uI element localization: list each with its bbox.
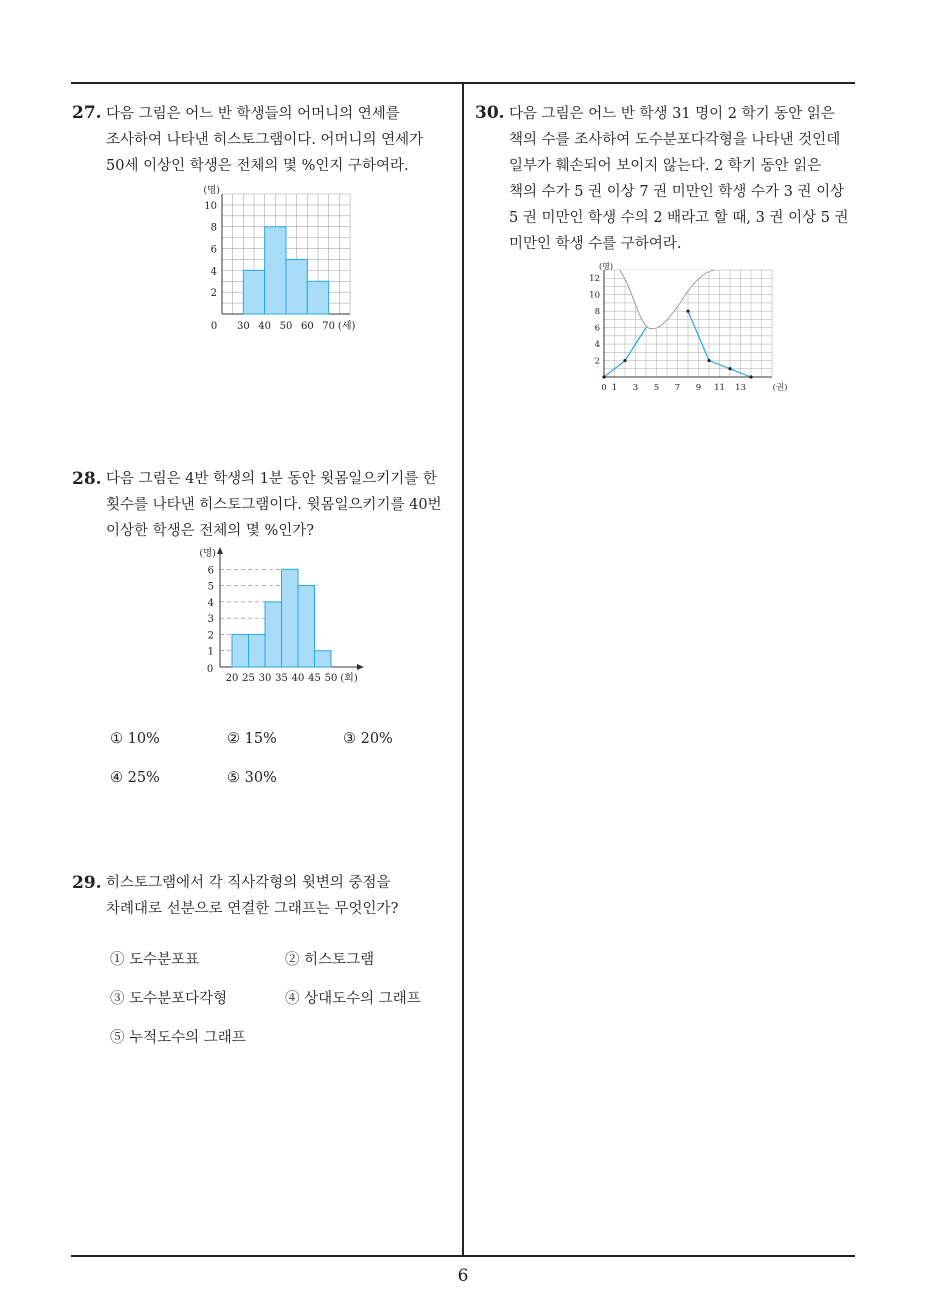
origin-label: 0 — [206, 664, 214, 675]
x-tick-label: 45 — [308, 673, 321, 684]
histogram-bar — [249, 634, 266, 667]
origin-label: 0 — [210, 321, 218, 332]
histogram-bar — [315, 651, 332, 667]
q27-histogram — [190, 182, 380, 337]
q29-choice-5[interactable]: ⑤ 누적도수의 그래프 — [110, 1030, 246, 1046]
x-tick-label: 20 — [225, 673, 239, 684]
y-unit-label: (명) — [199, 548, 216, 559]
y-tick-label: 4 — [210, 266, 217, 278]
y-unit-label: (명) — [599, 262, 613, 271]
x-tick-label: 7 — [674, 383, 681, 393]
q28-line-3: 이상한 학생은 전체의 몇 %인가? — [106, 523, 315, 539]
histogram-bar — [265, 227, 286, 314]
data-point — [602, 375, 605, 378]
x-tick-label: 60 — [300, 321, 314, 332]
bottom-rule — [71, 1255, 855, 1257]
x-axis-arrow — [357, 664, 364, 670]
q30-number: 30. — [475, 103, 505, 123]
data-point — [707, 359, 710, 362]
q30-line-1: 다음 그림은 어느 반 학생 31 명이 2 학기 동안 읽은 — [509, 106, 835, 122]
data-point — [623, 359, 626, 362]
y-tick-label: 12 — [589, 274, 600, 285]
x-unit-label: (권) — [772, 383, 788, 393]
y-tick-label: 6 — [207, 565, 214, 577]
x-tick-label: 50 — [279, 321, 293, 332]
x-tick-label: 9 — [695, 383, 702, 393]
data-point — [686, 310, 689, 313]
q28-text — [106, 466, 442, 544]
histogram-bar — [298, 586, 315, 667]
x-tick-label: 25 — [242, 673, 255, 684]
q27-number: 27. — [72, 103, 102, 123]
y-tick-label: 2 — [207, 630, 214, 642]
q28-choice-1[interactable]: ① 10% — [110, 731, 160, 747]
q28-choice-4[interactable]: ④ 25% — [110, 770, 160, 786]
y-tick-label: 1 — [207, 646, 214, 658]
y-tick-label: 6 — [210, 244, 217, 256]
y-tick-label: 5 — [207, 581, 214, 593]
histogram-bar — [307, 281, 328, 314]
q29-choice-4[interactable]: ④ 상대도수의 그래프 — [285, 991, 421, 1007]
origin-label: 0 — [601, 383, 607, 393]
y-tick-label: 10 — [204, 200, 217, 212]
data-point — [749, 375, 752, 378]
q28-line-1: 다음 그림은 4반 학생의 1분 동안 윗몸일으키기를 한 — [106, 471, 437, 487]
q27-text — [106, 101, 423, 179]
y-tick-label: 3 — [207, 614, 214, 626]
x-tick-label: 13 — [735, 383, 746, 393]
q29-text — [106, 870, 398, 922]
y-axis-arrow — [217, 547, 223, 554]
q28-choice-2[interactable]: ② 15% — [227, 731, 277, 747]
q28-number: 28. — [72, 469, 102, 489]
y-tick-label: 2 — [594, 356, 600, 367]
data-point — [728, 367, 731, 370]
q28-histogram — [190, 545, 380, 690]
y-tick-label: 4 — [207, 597, 214, 609]
q28-line-2: 횟수를 나타낸 히스토그램이다. 윗몸일으키기를 40번 — [106, 497, 442, 513]
q30-line-4: 책의 수가 5 권 이상 7 권 미만인 학생 수가 3 권 이상 — [509, 184, 845, 200]
x-tick-label: 40 — [258, 321, 272, 332]
x-tick-label: 70 — [322, 321, 336, 332]
q29-line-1: 히스토그램에서 각 직사각형의 윗변의 중점을 — [106, 875, 391, 891]
y-tick-label: 6 — [594, 323, 600, 334]
y-tick-label: 8 — [210, 222, 217, 234]
x-tick-label: 3 — [632, 383, 639, 393]
y-tick-label: 2 — [210, 288, 217, 300]
q30-line-6: 미만인 학생 수를 구하여라. — [509, 236, 682, 252]
histogram-bar — [286, 259, 307, 314]
x-tick-label: 50 — [324, 673, 338, 684]
histogram-bar — [232, 634, 249, 667]
x-unit-label: (세) — [337, 321, 356, 332]
q27-line-3: 50세 이상인 학생은 전체의 몇 %인지 구하여라. — [106, 158, 409, 174]
q29-choice-2[interactable]: ② 히스토그램 — [285, 952, 375, 968]
x-tick-label: 30 — [258, 673, 272, 684]
x-tick-label: 5 — [653, 383, 660, 393]
column-divider — [462, 82, 464, 1256]
x-tick-label: 11 — [714, 383, 725, 393]
q29-number: 29. — [72, 873, 102, 893]
q30-frequency-polygon — [590, 260, 790, 395]
q29-choice-3[interactable]: ③ 도수분포다각형 — [110, 991, 228, 1007]
histogram-bar — [282, 569, 299, 667]
page-number: 6 — [457, 1266, 469, 1286]
x-unit-label: (회) — [340, 673, 358, 684]
y-tick-label: 8 — [594, 307, 600, 318]
q28-choice-5[interactable]: ⑤ 30% — [227, 770, 277, 786]
y-tick-label: 10 — [589, 290, 600, 301]
x-tick-label: 1 — [611, 383, 618, 393]
x-tick-label: 35 — [275, 673, 288, 684]
q27-line-2: 조사하여 나타낸 히스토그램이다. 어머니의 연세가 — [106, 132, 424, 148]
q30-line-5: 5 권 미만인 학생 수의 2 배라고 할 때, 3 권 이상 5 권 — [509, 210, 849, 226]
q28-choice-3[interactable]: ③ 20% — [343, 731, 393, 747]
y-unit-label: (명) — [203, 185, 220, 196]
y-tick-label: 4 — [594, 340, 600, 351]
q29-line-2: 차례대로 선분으로 연결한 그래프는 무엇인가? — [106, 901, 399, 917]
histogram-bar — [265, 602, 282, 667]
histogram-bar — [243, 270, 264, 314]
q27-line-1: 다음 그림은 어느 반 학생들의 어머니의 연세를 — [106, 106, 400, 122]
q29-choice-1[interactable]: ① 도수분포표 — [110, 952, 200, 968]
q30-line-3: 일부가 훼손되어 보이지 않는다. 2 학기 동안 읽은 — [509, 158, 822, 174]
x-tick-label: 40 — [291, 673, 305, 684]
q30-line-2: 책의 수를 조사하여 도수분포다각형을 나타낸 것인데 — [509, 132, 841, 148]
x-tick-label: 30 — [236, 321, 250, 332]
q30-text — [509, 101, 849, 257]
